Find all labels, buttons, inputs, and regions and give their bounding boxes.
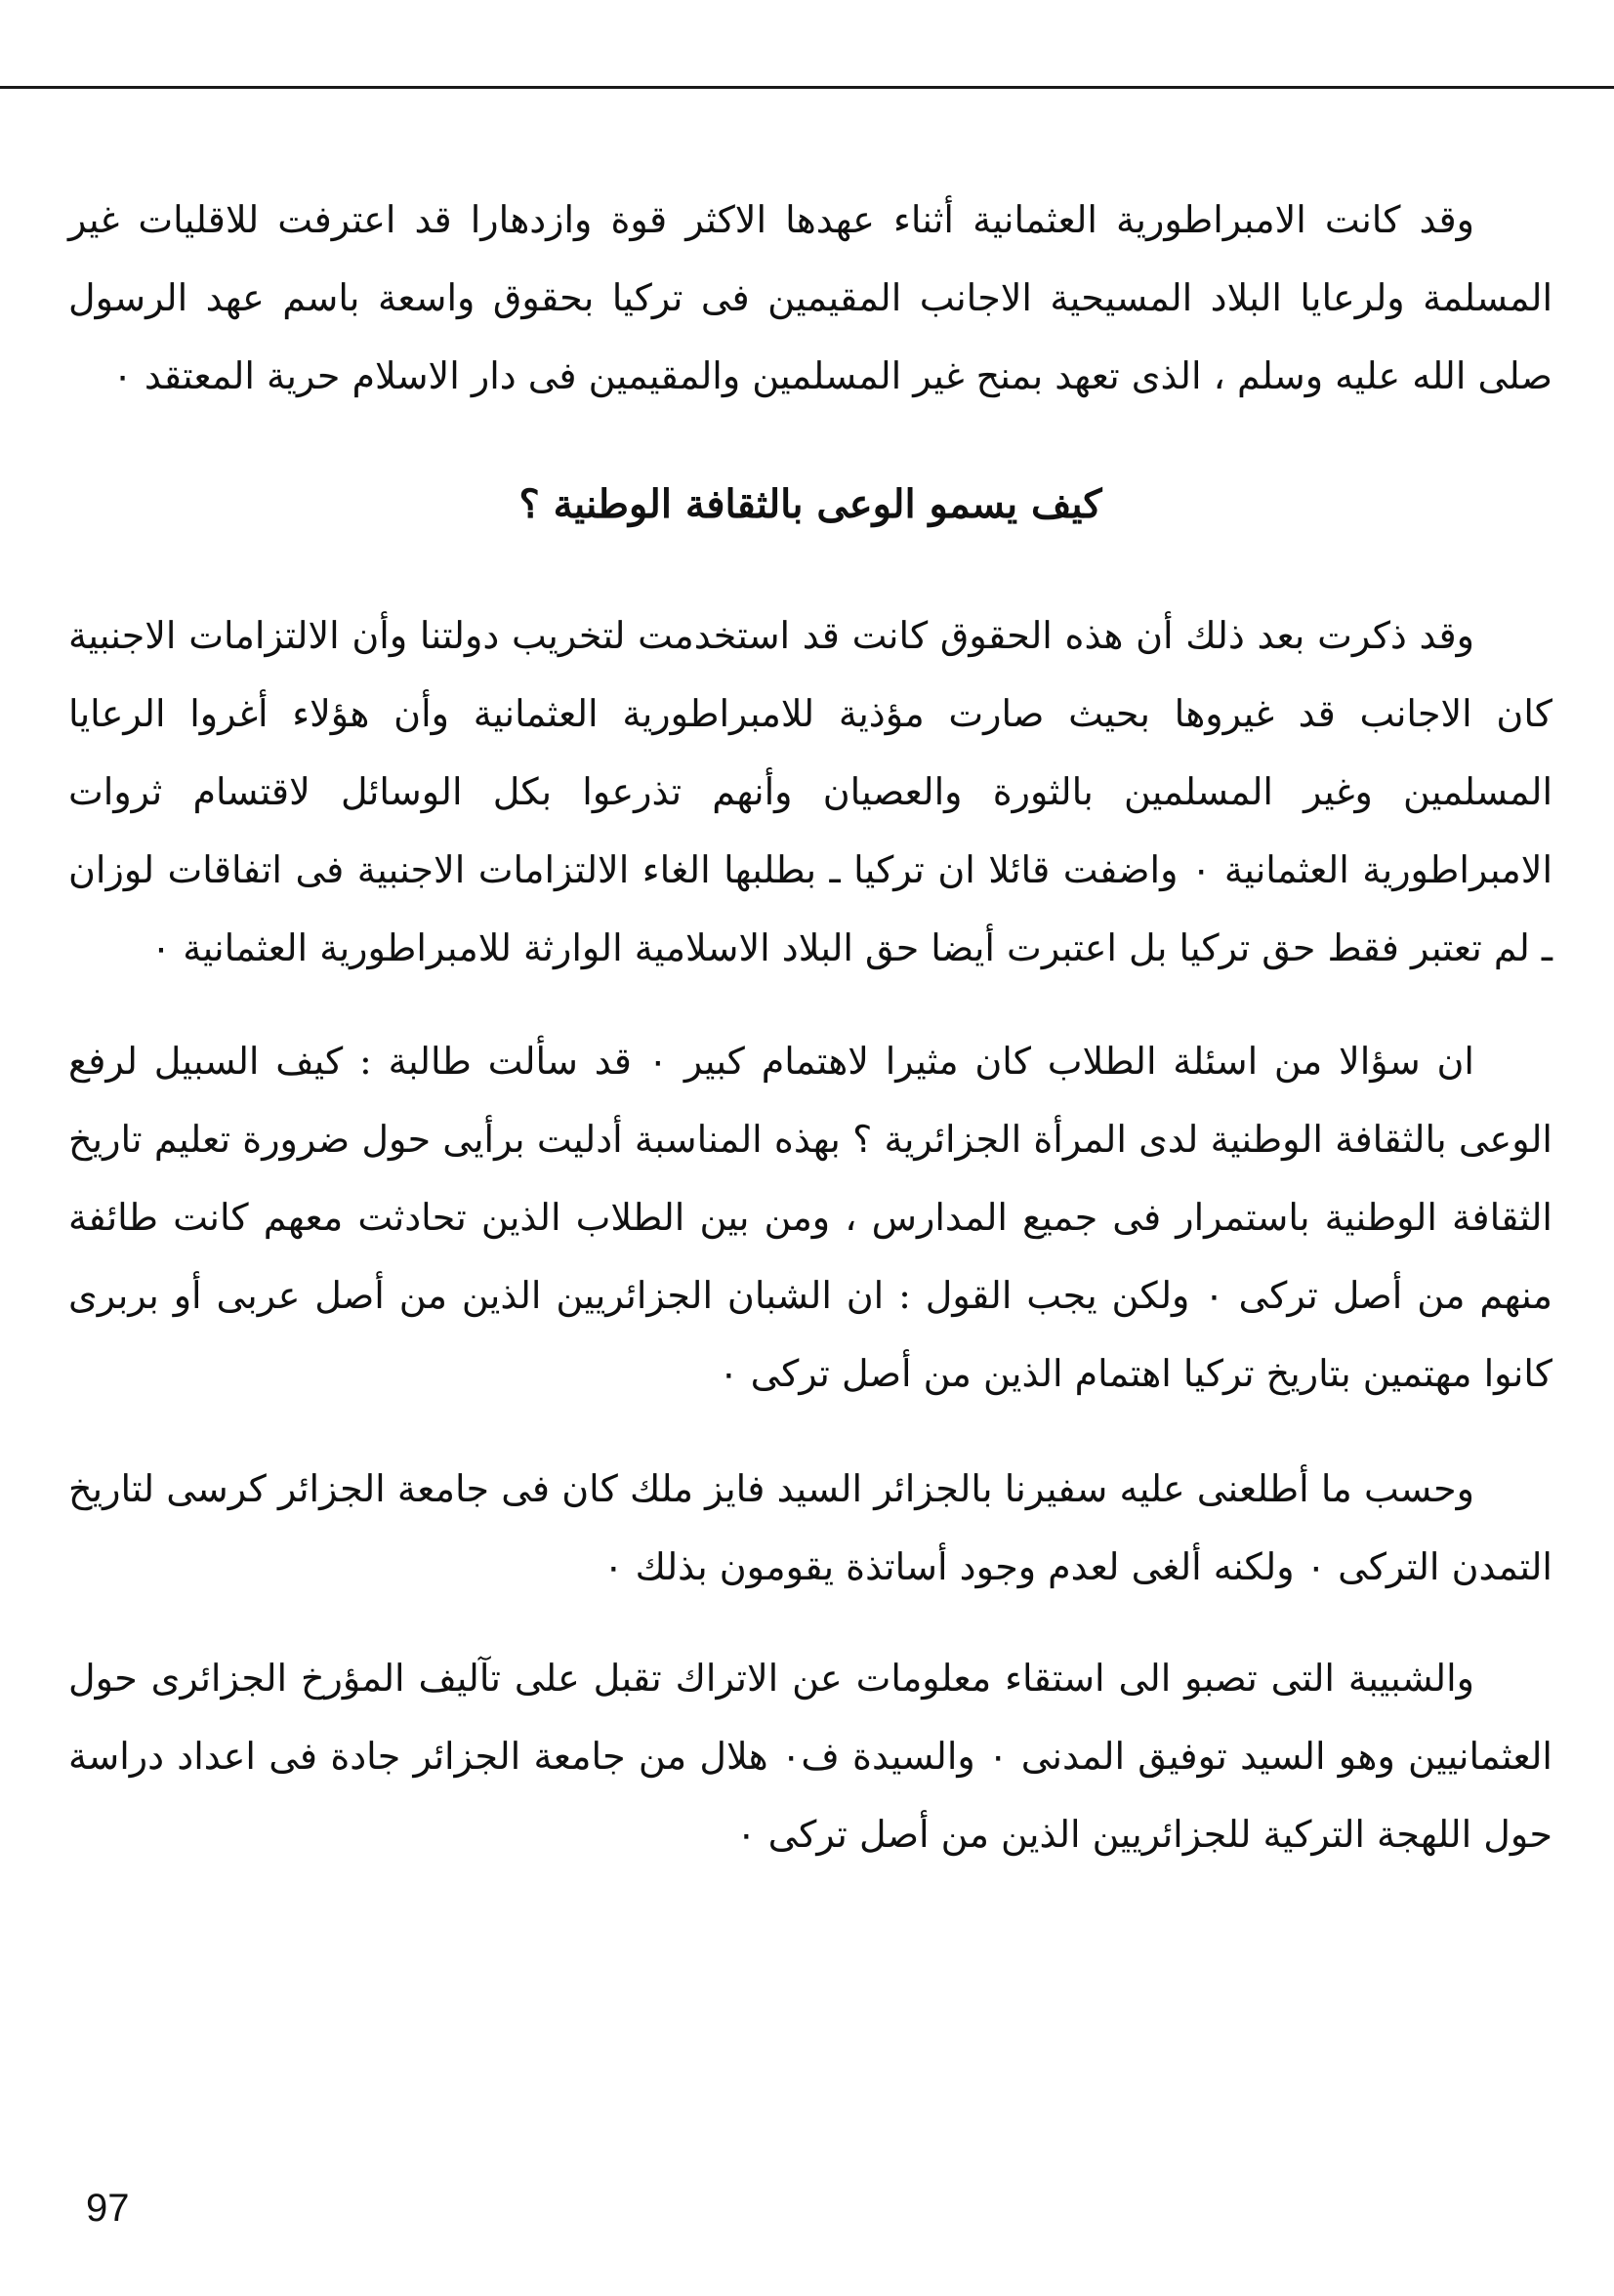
top-rule [0, 86, 1614, 89]
section-heading: كيف يسمو الوعى بالثقافة الوطنية ؟ [518, 481, 1102, 527]
paragraph-3: ان سؤالا من اسئلة الطلاب كان مثيرا لاهتمام كبير ٠ قد سألت طالبة : كيف السبيل لرفع الوعى بالثقافة الوطنية لدى المرأة الجزائرية ؟ بهذه المناسبة أدليت برأيى حول ضرورة تعليم تاريخ الثقافة الوطنية باستمرار فى جميع المدارس ، ومن بين الطلاب الذين تحادثت معهم كانت طائفة منهم من أصل تركى ٠ ولكن يجب القول : ان الشبان الجزائريين الذين من أصل عربى أو بربرى كانوا مهتمين بتاريخ تركيا اهتمام الذين من أصل تركى ٠ [68, 1040, 1552, 1395]
paragraph-5: والشبيبة التى تصبو الى استقاء معلومات عن الاتراك تقبل على تآليف المؤرخ الجزائرى حول العثمانيين وهو السيد توفيق المدنى ٠ والسيدة ف٠ هلال من جامعة الجزائر جادة فى اعداد دراسة حول اللهجة التركية للجزائريين الذين من أصل تركى ٠ [68, 1657, 1552, 1856]
paragraph-1: وقد كانت الامبراطورية العثمانية أثناء عهدها الاكثر قوة وازدهارا قد اعترفت للاقليات غير المسلمة ولرعايا البلاد المسيحية الاجانب المقيمين فى تركيا بحقوق واسعة باسم عهد الرسول صلى الله عليه وسلم ، الذى تعهد بمنح غير المسلمين والمقيمين فى دار الاسلام حرية المعتقد ٠ [68, 198, 1552, 397]
page-body [68, 181, 1552, 1873]
paragraph-4: وحسب ما أطلعنى عليه سفيرنا بالجزائر السيد فايز ملك كان فى جامعة الجزائر كرسى لتاريخ التمدن التركى ٠ ولكنه ألغى لعدم وجود أساتذة يقومون بذلك ٠ [68, 1467, 1552, 1588]
page-number: 97 [86, 2187, 130, 2230]
paragraph-2: وقد ذكرت بعد ذلك أن هذه الحقوق كانت قد استخدمت لتخريب دولتنا وأن الالتزامات الاجنبية كان الاجانب قد غيروها بحيث صارت مؤذية للامبراطورية العثمانية وأن هؤلاء أغروا الرعايا المسلمين وغير المسلمين بالثورة والعصيان وأنهم تذرعوا بكل الوسائل لاقتسام ثروات الامبراطورية العثمانية ٠ واضفت قائلا ان تركيا ـ بطلبها الغاء الالتزامات الاجنبية فى اتفاقات لوزان ـ لم تعتبر فقط حق تركيا بل اعتبرت أيضا حق البلاد الاسلامية الوارثة للامبراطورية العثمانية ٠ [68, 614, 1552, 969]
